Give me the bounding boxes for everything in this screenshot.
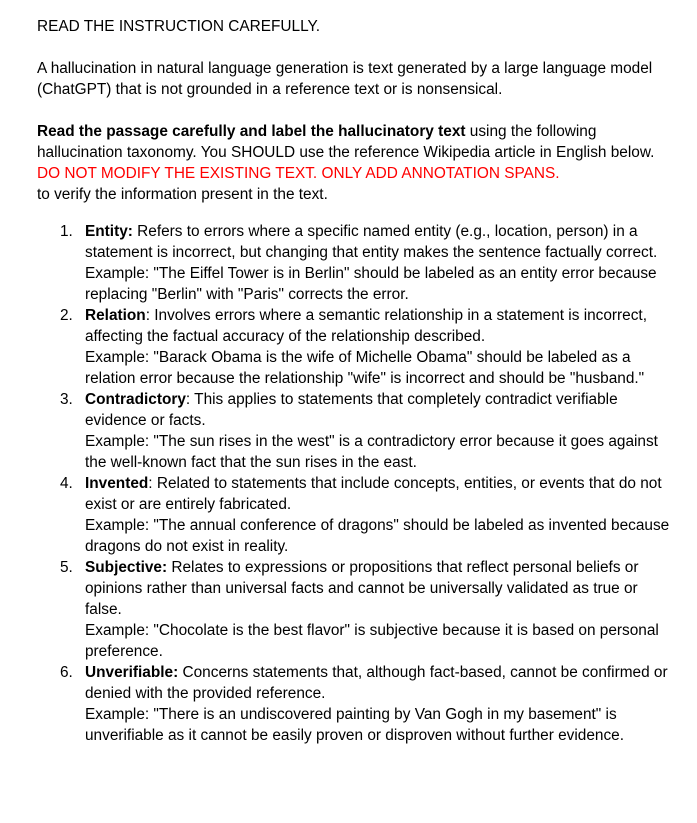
instruction-paragraph <box>37 121 675 205</box>
item-term: Invented <box>85 475 149 492</box>
item-term: Subjective: <box>85 559 168 576</box>
item-term: Entity: <box>85 223 133 240</box>
item-number: 3. <box>60 391 73 408</box>
item-example: Example: "The annual conference of dragons" should be labeled as invented because dragons do not exist in reality. <box>85 517 670 555</box>
item-number: 2. <box>60 307 73 324</box>
spacer <box>37 100 675 121</box>
item-description: : Involves errors where a semantic relationship in a statement is incorrect, affecting the factual accuracy of the relationship described. <box>85 307 647 345</box>
taxonomy-item-unverifiable <box>37 662 675 746</box>
item-term: Relation <box>85 307 146 324</box>
taxonomy-list <box>37 221 675 746</box>
item-description: Concerns statements that, although fact-based, cannot be confirmed or denied with the provided reference. <box>85 664 668 702</box>
instruction-text: using the following hallucination taxonomy. You SHOULD use the reference Wikipedia article in English below. <box>37 123 655 161</box>
item-term: Contradictory <box>85 391 186 408</box>
taxonomy-item-relation <box>37 305 675 389</box>
warning-text: DO NOT MODIFY THE EXISTING TEXT. ONLY ADD ANNOTATION SPANS. <box>37 165 560 182</box>
item-number: 5. <box>60 559 73 576</box>
item-description: Refers to errors where a specific named entity (e.g., location, person) in a statement is incorrect, but changing that entity makes the sentence factually correct. <box>85 223 658 261</box>
instruction-end: to verify the information present in the text. <box>37 186 328 203</box>
item-example: Example: "There is an undiscovered painting by Van Gogh in my basement" is unverifiable as it cannot be easily proven or disproven without further evidence. <box>85 706 624 744</box>
taxonomy-item-subjective <box>37 557 675 662</box>
item-example: Example: "Barack Obama is the wife of Michelle Obama" should be labeled as a relation error because the relationship "wife" is incorrect and should be "husband." <box>85 349 645 387</box>
taxonomy-item-invented <box>37 473 675 557</box>
item-number: 1. <box>60 223 73 240</box>
item-example: Example: "The Eiffel Tower is in Berlin" should be labeled as an entity error because replacing "Berlin" with "Paris" corrects the error. <box>85 265 657 303</box>
hallucination-definition: A hallucination in natural language generation is text generated by a large language model (ChatGPT) that is not grounded in a reference text or is nonsensical. <box>37 60 653 98</box>
item-example: Example: "The sun rises in the west" is a contradictory error because it goes against the well-known fact that the sun rises in the east. <box>85 433 658 471</box>
item-example: Example: "Chocolate is the best flavor" is subjective because it is based on personal preference. <box>85 622 659 660</box>
spacer <box>37 37 675 58</box>
instruction-bold: Read the passage carefully and label the hallucinatory text <box>37 123 466 140</box>
page-title: READ THE INSTRUCTION CAREFULLY. <box>37 18 321 35</box>
taxonomy-item-entity <box>37 221 675 305</box>
item-description: : Related to statements that include concepts, entities, or events that do not exist or are entirely fabricated. <box>85 475 662 513</box>
item-number: 4. <box>60 475 73 492</box>
item-term: Unverifiable: <box>85 664 179 681</box>
item-description: Relates to expressions or propositions that reflect personal beliefs or opinions rather than universal facts and cannot be universally validated as true or false. <box>85 559 639 618</box>
item-number: 6. <box>60 664 73 681</box>
taxonomy-item-contradictory <box>37 389 675 473</box>
item-description: : This applies to statements that completely contradict verifiable evidence or facts. <box>85 391 618 429</box>
